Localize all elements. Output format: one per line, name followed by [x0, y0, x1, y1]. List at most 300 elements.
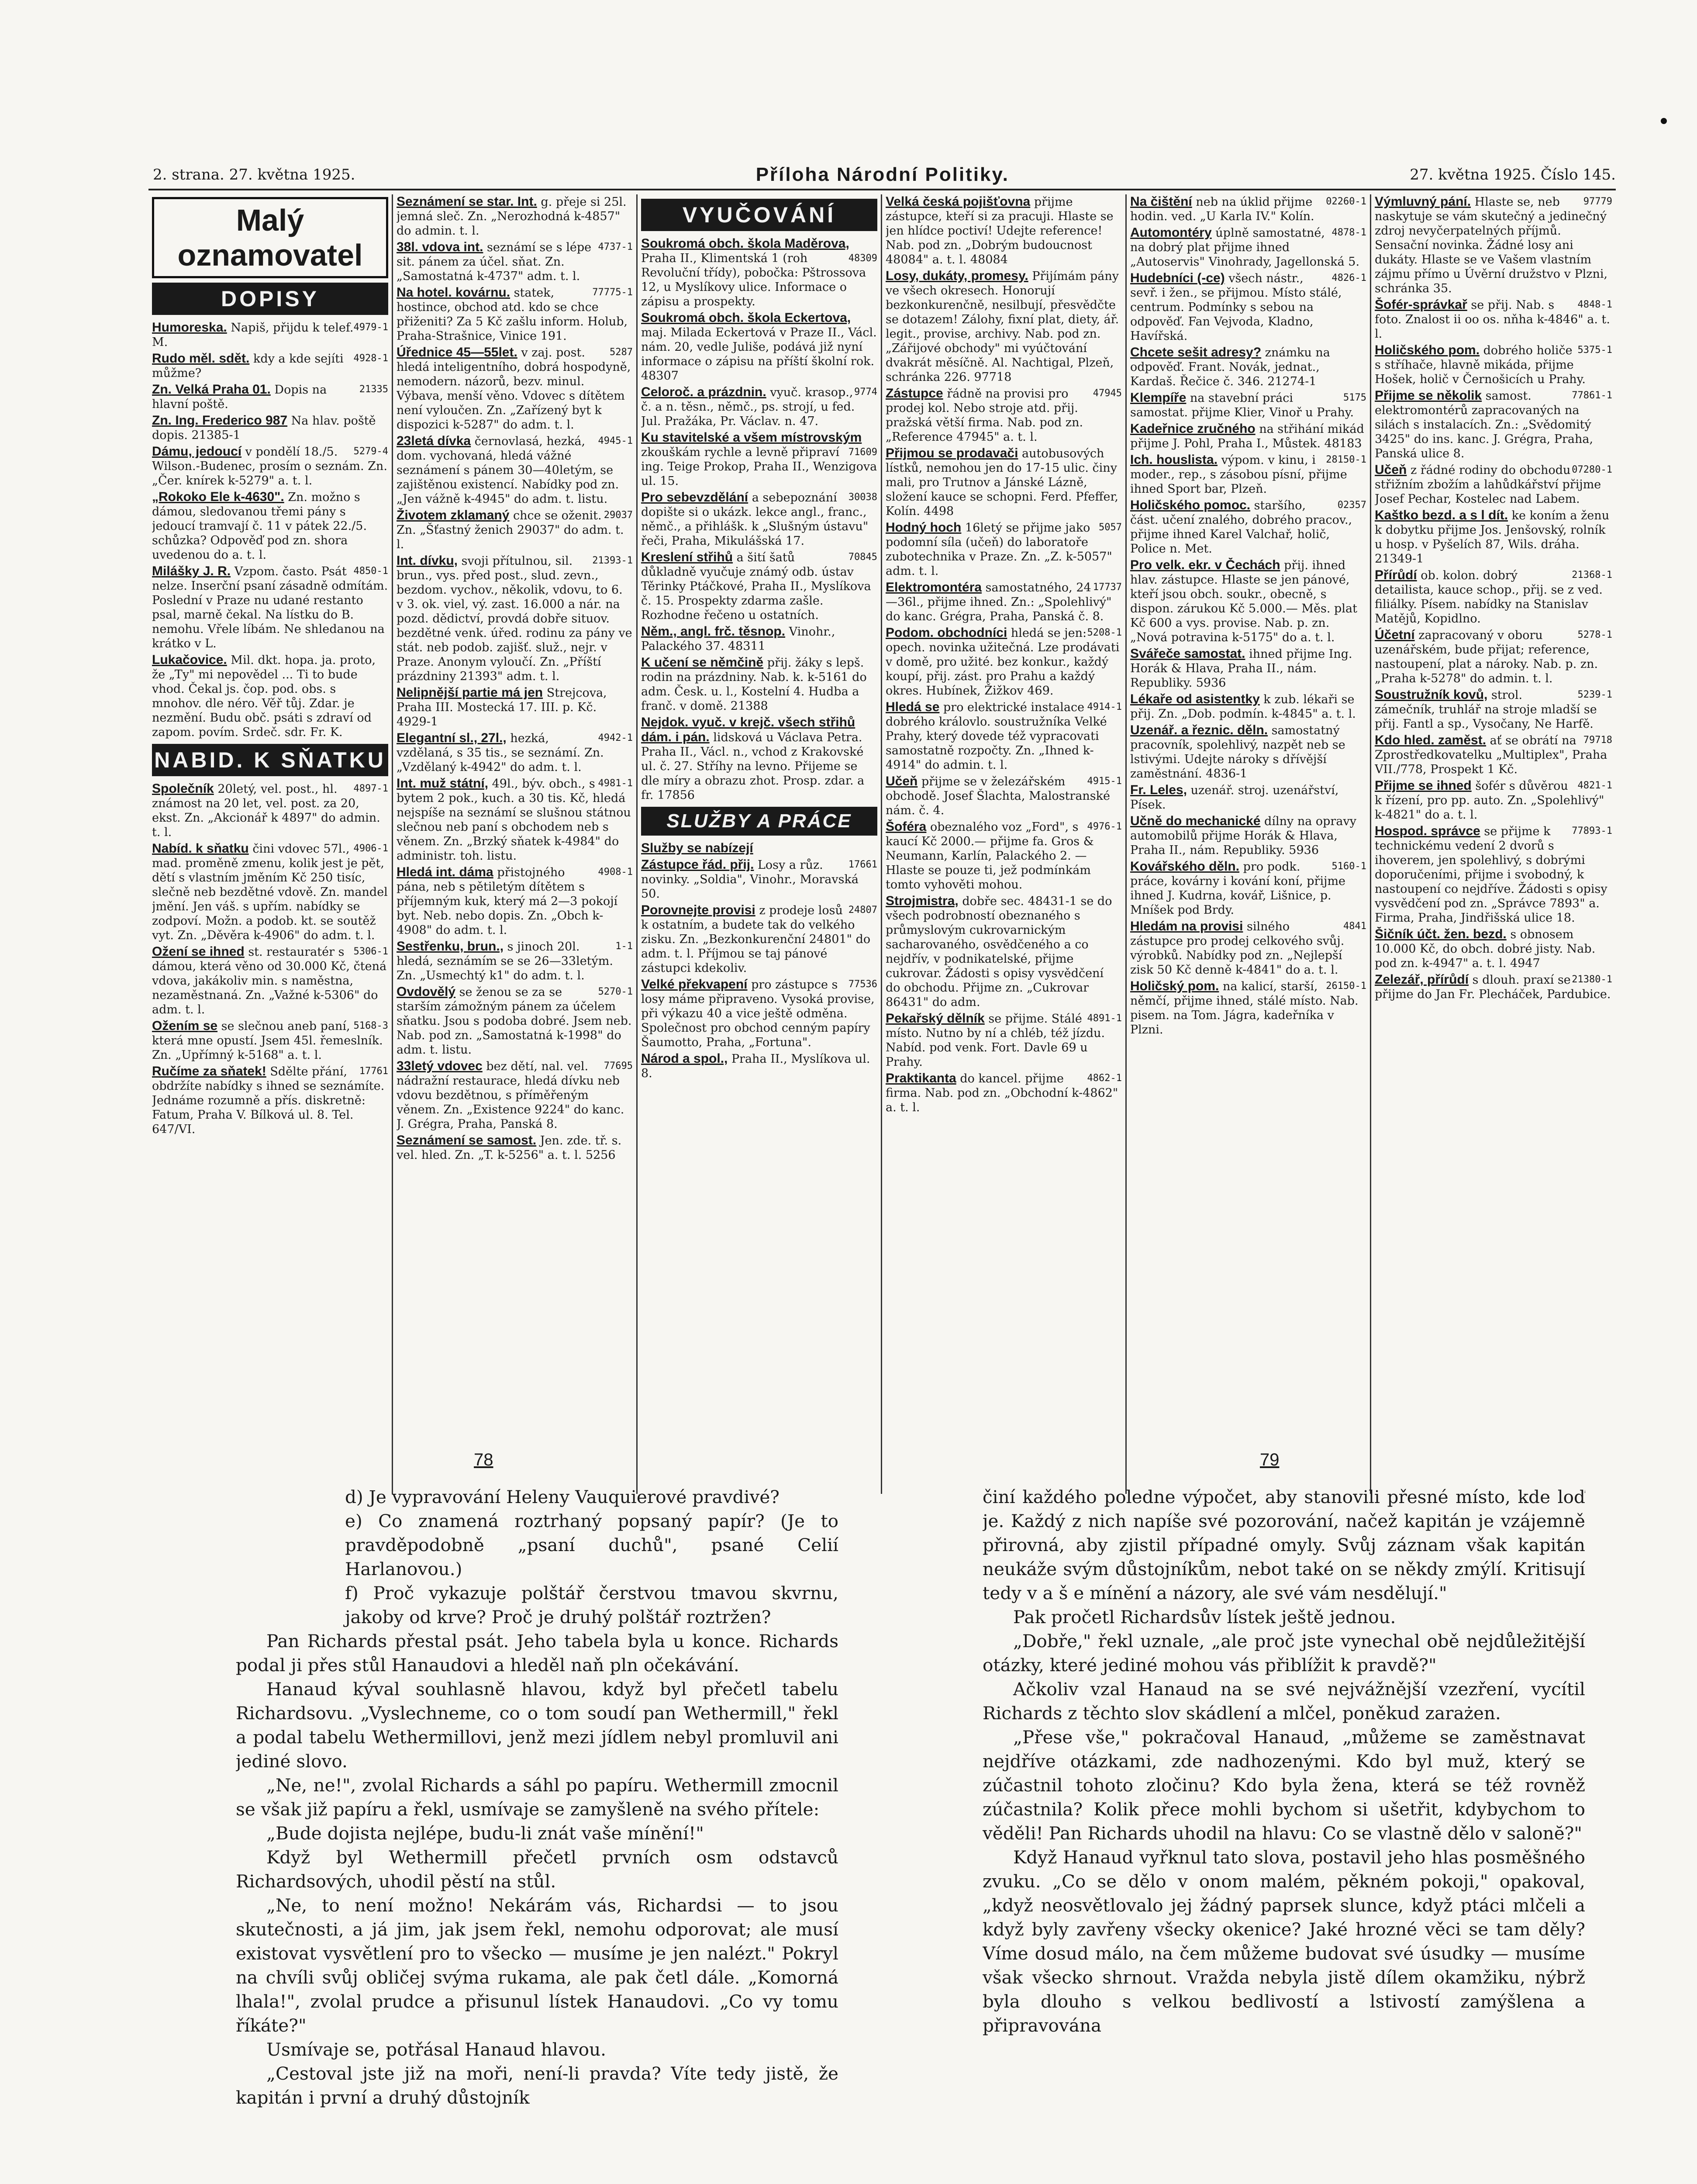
classified-ad — [886, 774, 1122, 818]
story-paragraph: Když Hanaud vyřknul tato slova, postavil jeho hlas posměšného zvuku. „Co se dělo v onom malém, pěkném pokoji," opakoval, „když neosvětlovalo jej žádný paprsek slunce, když ptáci mlčeli a když byly zavřeny všecky okenice? Jaké hrozné věci se tam děly? Víme dosud málo, na čem můžeme budovat své úsudky — musíme však všecko shrnout. Vražda nebyla jistě dílem okamžiku, nýbrž byla dlouho s velkou bedlivostí a lstivostí zamýšlena a připravována — [983, 1847, 1585, 2036]
ad-body: přijme zástupce, kteří si za pracuji. Hlaste se jen hlídce poctiví! Udejte reference! Nab. pod zn. „Dobrým budoucnost 48084" a. t. l. 48084 — [886, 195, 1114, 266]
ad-code: 4821-1 — [1577, 780, 1612, 791]
ad-heading: Fr. Leles, — [1130, 783, 1187, 797]
classified-ad — [1375, 778, 1612, 822]
ad-body: autobusových lístků, nemohou jen do 17-15 ulic. činy mali, pro Trutnov a Jánské Lázně, složení kauce se schopni. Ferd. Pfeffer, Kolín. 4498 — [886, 447, 1119, 518]
ad-body: ať se obrátí na Zprostředkovatelku „Multiplex", Praha VII./778, Prospekt 1 Kč. — [1375, 734, 1607, 776]
classified-ad — [1130, 453, 1366, 496]
ad-heading: Ku stavitelské a všem místrovským — [641, 430, 862, 445]
classified-ad — [1375, 388, 1612, 461]
ad-code: 4915-1 — [1087, 776, 1122, 787]
classified-ad — [152, 320, 388, 349]
ad-code: 21393-1 — [592, 555, 633, 566]
classified-ad — [1375, 463, 1612, 506]
ad-code: 24807 — [848, 905, 877, 916]
section-heading: VYUČOVÁNÍ — [641, 199, 877, 231]
classified-ad — [641, 715, 877, 802]
classified-ad — [1130, 646, 1366, 690]
ad-body: všech nástr., sevř. i žen., se přijmou. Místo stálé, centrum. Podmínky s sebou na odpověď. Fan Vejvoda, Kladno, Havířská. — [1130, 272, 1342, 343]
ad-code: 9774 — [854, 387, 877, 397]
ad-heading: Přírůdí — [1375, 568, 1417, 582]
ad-code: 4979-1 — [353, 322, 388, 333]
ad-heading: Hledá int. dáma — [397, 865, 493, 879]
ad-heading: 23letá dívka — [397, 434, 471, 448]
ad-heading: Pro velk. ekr. v Čechách — [1130, 558, 1280, 572]
ad-body: a šití šatů důkladně vyučuje známý odb. ústav Těrinky Ptáčkové, Praha II., Myslíkova č. 15. Prospekty zdarma zašle. Rozhodne řečeno u ostatních. — [641, 551, 871, 622]
classified-column-2 — [393, 194, 638, 1494]
classified-ad — [886, 1071, 1122, 1115]
classified-ad — [1130, 194, 1366, 224]
classified-ad — [397, 731, 633, 774]
ad-code: 4908-1 — [598, 867, 633, 878]
classified-ad — [1375, 194, 1612, 296]
ad-body: se slečnou aneb paní, která mne opustí. Jsem 45l. řemeslník. Zn. „Upřímný k-5168" a. t. l. — [152, 1019, 383, 1062]
ad-body: staršího, část. učení znalého, dobrého pracov., přijme ihned Karel Valchař, holič, Police n. Met. — [1130, 499, 1352, 556]
ad-heading: Elegantní sl., 27l., — [397, 731, 507, 745]
ad-code: 07280-1 — [1572, 464, 1612, 475]
story-paragraph: Pan Richards přestal psát. Jeho tabela byla u konce. Richards podal ji přes stůl Hanaudovi a hleděl naň pln očekávání. — [236, 1631, 838, 1676]
ad-heading: „Rokoko Ele k-4630". — [152, 490, 284, 504]
ad-heading: Služby se nabízejí — [641, 841, 753, 855]
ad-code: 5306-1 — [353, 946, 388, 957]
classified-ad — [152, 490, 388, 562]
story-paragraph: Usmívaje se, potřásal Hanaud hlavou. — [266, 2039, 607, 2060]
ad-heading: Kaštko bezd. a s l dít. — [1375, 508, 1508, 522]
ad-code: 79718 — [1583, 735, 1612, 746]
classified-ad — [641, 385, 877, 429]
ad-body: v pondělí 18./5. Wilson.-Budenec, prosím o seznám. Zn. „Čer. knírek k-5279" a. t. l. — [152, 445, 387, 487]
ad-heading: Uzenář. a řeznic. děln. — [1130, 723, 1268, 737]
ad-body: řádně na provisi pro prodej kol. Nebo stroje atd. přij. pražská větší firma. Nab. pod zn. „Reference 47945" a. t. l. — [886, 387, 1083, 444]
ad-code: 77536 — [848, 979, 877, 990]
ad-code: 02260-1 — [1326, 196, 1366, 207]
classified-ad — [152, 653, 388, 740]
classified-ad — [397, 865, 633, 937]
ad-heading: Chcete sešit adresy? — [1130, 345, 1262, 359]
ad-code: 4862-1 — [1087, 1073, 1122, 1084]
ad-body: ob. kolon. dobrý detailista, kauce schop., přij. se z ved. filiálky. Písem. nabídky na Stanislav Matějů, Kopidlno. — [1375, 569, 1603, 625]
ad-code: 4981-1 — [598, 778, 633, 789]
ad-body: ihned přijme Ing. Horák & Hlava, Praha II., nám. Republiky. 5936 — [1130, 647, 1352, 690]
story-paragraph: f) Proč vykazuje polštář čerstvou tmavou skvrnu, jakoby od krve? Proč je druhý polštář roztržen? — [345, 1583, 838, 1628]
ad-body: Zn. možno s dámou, sledovanou třemi pány s jedoucí tramvají č. 11 v pátek 22./5. schůzka? Odpověď pod zn. shora uvedenou do a. t. l. — [152, 491, 367, 562]
ad-body: statek, hostince, obchod atd. kdo se chce přiženiti? Za 5 Kč zašlu inform. Holub, Praha-Strašnice, Vinice 191. — [397, 286, 628, 343]
story-paragraph: „Bude dojista nejlépe, budu-li znát vaše mínění!" — [266, 1823, 704, 1844]
classified-ad — [886, 446, 1122, 518]
ad-body: výpom. v kinu, i moder., rep., s zásobou písní, přijme ihned Sport bar, Plzeň. — [1130, 453, 1347, 496]
classified-ad — [397, 508, 633, 552]
ad-body: svoji přítulnou, sil. brun., vys. před post., slud. zevn., bezdom. vychov., několik, vdovu, to 6. v 3. ok. viel, vý. zast. 16.000 a nár. na pozd. dědictví, provdá dobře situov. bezdětné venk. úřed. rodinu za pány ve stát. neb podob. zajišť. služ., nejr. v Praze. Anonym vyloučí. Zn. „Příští prázdniny 21393" adm. t. l. — [397, 554, 632, 683]
classified-ad — [152, 1019, 388, 1062]
classified-ad — [1130, 498, 1366, 556]
ad-body: úplně samostatné, na dobrý plat přijme ihned „Autoservis" Vinohrady, Jagellonská 5. — [1130, 226, 1360, 269]
page-number-left: 78 — [474, 1450, 493, 1469]
story-paragraph: činí každého poledne výpočet, aby stanovili přesné místo, kde loď je. Každý z nich napíše své pozorování, načež kapitán je vzájemně přirovná, aby zjistil případné omyly. Svůj záznam však kapitán neukáže svým důstojníkům, nebot také on se někdy zmýlí. Kritisují tedy v a š e mínění a názory, ale své vám nesdělují." — [983, 1486, 1585, 1603]
classified-ad — [1130, 859, 1366, 917]
ad-body: hledá se jen: opech. novinka užitečná. Lze prodávati v domě, pro užité. bez konkur., každý koupí, přij. zást. pro Prahu a každý okres. Hubínek, Žižkov 469. — [886, 626, 1120, 698]
classified-ad — [1130, 692, 1366, 721]
ad-body: zkouškám rychle a levně připraví ing. Teige Prokop, Praha II., Wenzigova ul. 15. — [641, 446, 877, 488]
ad-body: z řádné rodiny do obchodu střižním zbožím a lahůdkářství přijme Josef Pechar, Kostelec nad Labem. — [1375, 463, 1601, 506]
ad-heading: Hudebníci (-ce) — [1130, 271, 1225, 285]
classified-ad — [886, 625, 1122, 698]
ad-code: 4906-1 — [353, 843, 388, 854]
ad-heading: Seznámení se samost. — [397, 1133, 537, 1147]
ad-body: silného zástupce pro prodej celkového svůj. výrobků. Nabídky pod zn. „Nejlepší zisk 50 Kč denně k-4841" do a. t. l. — [1130, 920, 1345, 977]
ad-body: dílny na opravy automobilů přijme Horák & Hlava, Praha II., nám. Republiky. 5936 — [1130, 815, 1356, 857]
classified-ad — [1130, 919, 1366, 977]
ad-body: uzenář. stroj. uzenářství, Písek. — [1130, 784, 1339, 812]
ad-heading: Lukačovice. — [152, 653, 227, 667]
classified-ad — [641, 430, 877, 488]
ad-code: 29037 — [604, 510, 633, 521]
story-paragraph: Ačkoliv vzal Hanaud na se své nejvážnější vzezření, vycítil Richards z těchto slov skádlení a mlčel, poněkud zarażen. — [983, 1679, 1585, 1724]
ad-heading: Zn. Velká Praha 01. — [152, 382, 271, 397]
ad-body: se ženou se za se starším zámožným pánem za účelem sňatku. Jsou s podoba dobré. Jsem neb. Nab. pod zn. „Samostatná k-1998" do adm. t. listu. — [397, 985, 632, 1057]
ad-code: 17761 — [359, 1066, 388, 1077]
ad-code: 5270-1 — [598, 986, 633, 997]
classified-ad — [1130, 814, 1366, 857]
ad-code: 28150-1 — [1326, 454, 1366, 465]
ad-code: 1-1 — [615, 941, 633, 952]
ad-code: 4928-1 — [353, 353, 388, 364]
ad-code: 4848-1 — [1577, 299, 1612, 310]
ad-heading: Nabíd. k sňatku — [152, 841, 249, 856]
ad-heading: K učení se němčině — [641, 655, 764, 670]
classified-ad — [1375, 297, 1612, 341]
ad-body: bez dětí, nal. vel. nádražní restaurace, hledá dívku neb vdovu bezdětnou, s příměřeným věnem. Zn. „Existence 9224" do kanc. J. Grégra, Praha, Panská 8. — [397, 1060, 624, 1131]
ad-body: Sdělte přání, obdržíte nabídky s ihned se seznámíte. Jednáme rozumně a přís. diskretně: Fatum, Praha V. Bílková ul. 8. Tel. 647/VI. — [152, 1065, 385, 1136]
ad-code: 4826-1 — [1331, 273, 1366, 283]
classified-ad — [397, 553, 633, 684]
classified-ad — [641, 236, 877, 309]
ad-body: Praha II., Klimentská 1 (roh Revoluční třídy), pobočka: Pštrossova 12, u Myslíkovy ulice. Informace o zápisu a prospekty. — [641, 252, 866, 308]
ad-body: přij. žáky s lepš. rodin na prázdniny. Nab. k. k-5161 do adm. Česk. u. l., Kostelní 4. Hudba a franč. v domě. 21388 — [641, 656, 867, 713]
ad-heading: Učně do mechanické — [1130, 814, 1261, 828]
story-paragraph: Když byl Wethermill přečetl prvních osm odstavců Richardsových, uhodil pěstí na stůl. — [236, 1847, 838, 1892]
ad-body: samost. elektromontérů zapracovaných na silách s instalacích. Zn.: „Svědomitý 3425" do ins. kanc. J. Grégra, Praha, Panská ulice 8. — [1375, 389, 1594, 460]
classified-ad — [886, 1011, 1122, 1069]
classified-ad — [397, 776, 633, 863]
classified-column-1 — [148, 194, 393, 1494]
ad-body: k zub. lékaři se přij. Zn. „Dob. podmín. k-4845" a. t. l. — [1130, 693, 1356, 721]
ad-heading: Losy, dukáty, promesy. — [886, 269, 1028, 283]
ad-code: 4945-1 — [598, 435, 633, 446]
header-rule — [148, 189, 1616, 190]
ad-code: 5239-1 — [1577, 689, 1612, 700]
classified-ad — [1375, 343, 1612, 387]
ad-code: 71609 — [848, 447, 877, 458]
ad-body: Losy a růz. novinky. „Soldia", Vinohr., Moravská 50. — [641, 858, 859, 901]
ad-body: šofér s důvěrou k řízení, pro pp. auto. Zn. „Spolehlivý" k-4821" do a. t. l. — [1375, 779, 1604, 822]
classified-ad — [397, 434, 633, 506]
classified-ad — [152, 351, 388, 380]
ad-code: 48309 — [848, 253, 877, 264]
classified-ad — [397, 345, 633, 432]
ad-code: 4737-1 — [598, 242, 633, 252]
ad-heading: Soukromá obch. škola Eckertova, — [641, 311, 851, 325]
ad-body: g. přeje si 25l. jemná sleč. Zn. „Nerozhodná k-4857" do admin. t. l. — [397, 195, 627, 238]
ad-body: hezká, vzdělaná, s 35 tis., se seznámí. Zn. „Vzdělaný k-4942" do adm. t. l. — [397, 732, 604, 774]
ad-heading: Ovdovělý — [397, 985, 456, 999]
story-column-right — [983, 1485, 1585, 2184]
ad-heading: Soukromá obch. škola Maděrova, — [641, 236, 849, 251]
ad-heading: Hospod. správce — [1375, 824, 1480, 838]
ad-heading: Učeň — [886, 774, 918, 788]
ad-body: maj. Milada Eckertová v Praze II., Václ. nám. 20, vedle Juliše, podává již nyní informace o zápisu na příští školní rok. 48307 — [641, 326, 877, 383]
ad-code: 02357 — [1337, 500, 1366, 511]
classified-ad — [1130, 390, 1366, 420]
ad-body: dobrého holiče s stříhače, hlavně mikáda, přijme Hošek, holič v Černošicích u Prahy. — [1375, 344, 1586, 386]
ad-body: zapracovaný v oboru uzenářském, bude přijat; reference, nastoupení, plat a nároky. Nab. p. zn. „Praha k-5278" do admin. t. l. — [1375, 629, 1598, 685]
ad-code: 5375-1 — [1577, 345, 1612, 356]
story-paragraph: „Cestoval jste již na moři, není-li pravda? Víte tedy jistě, že kapitán i první a druhý důstojník — [236, 2063, 838, 2108]
ad-body: 20letý, vel. post., hl. známost na 20 let, vel. post. za 20, ekst. Zn. „Akcionář k 4897" do admin. t. l. — [152, 782, 380, 839]
classified-ad — [1375, 628, 1612, 686]
classified-ad — [1130, 723, 1366, 781]
ad-heading: Holičského pomoc. — [1130, 498, 1251, 512]
ad-heading: Ich. houslista. — [1130, 453, 1218, 467]
ad-heading: Svářeče samostat. — [1130, 646, 1245, 661]
ad-code: 5160-1 — [1331, 861, 1366, 872]
ink-dot — [1661, 118, 1667, 124]
ad-body: se přijme. Stálé místo. Nutno by ní a chléb, též jízdu. Nabíd. pod venk. Fort. Davle 69 u Prahy. — [886, 1012, 1105, 1069]
ad-body: pro elektrické instalace dobrého královlo. soustružníka Velké Prahy, který dovede též vypracovati samostatně rozpočty. Zn. „Ihned k-4914" do admin. t. l. — [886, 701, 1107, 772]
ad-heading: Hledám na provisi — [1130, 919, 1243, 933]
classified-column-4 — [882, 194, 1127, 1494]
ad-heading: Přijme se ihned — [1375, 778, 1472, 793]
ad-code: 4850-1 — [353, 566, 388, 577]
classified-ad — [152, 781, 388, 840]
ad-body: vyuč. krasop., č. a n. těsn., němč., ps. strojí, u fed. Jul. Pražáka, Pr. Václav. n. 47. — [641, 386, 855, 428]
classified-ad — [397, 285, 633, 343]
ad-code: 5208-1 — [1087, 627, 1122, 638]
section-heading: SLUŽBY A PRÁCE — [641, 807, 877, 836]
ad-body: 16letý se přijme jako podomní síla (učeň) do laboratoře zubotechnika v Praze. Zn. „Z. k-5057" adm. t. l. — [886, 521, 1112, 578]
ad-heading: Kdo hled. zaměst. — [1375, 733, 1487, 747]
ad-heading: Milášky J. R. — [152, 564, 231, 578]
ad-code: 77861-1 — [1572, 390, 1612, 401]
classified-ad — [1130, 558, 1366, 645]
ad-heading: Klempíře — [1130, 390, 1187, 405]
ad-body: přistojného pána, neb s pětiletým dítětem s příjemným kuk, který má 2—3 pokojí byt. Neb. nebo dopis. Zn. „Obch k-4908" do adm. t. l. — [397, 866, 618, 937]
ad-code: 5175 — [1343, 392, 1366, 403]
ad-heading: 33letý vdovec — [397, 1059, 483, 1073]
ad-heading: Na čištění — [1130, 194, 1192, 209]
ad-code: 4891-1 — [1087, 1013, 1122, 1024]
ad-heading: Na hotel. kovárnu. — [397, 285, 510, 300]
ad-heading: Podom. obchodníci — [886, 625, 1007, 640]
ad-heading: Zn. Ing. Frederico 987 — [152, 413, 288, 428]
ad-heading: Hledá se — [886, 700, 940, 714]
ad-body: černovlasá, hezká, dom. vychovaná, hledá vážné seznámení s pánem 30—40letým, se zajištěnou existencí. Nabídky pod zn. „Jen vážně k-4945" do adm. t. listu. — [397, 435, 619, 506]
classified-ad — [1375, 824, 1612, 925]
ad-code: 5279-4 — [353, 446, 388, 457]
ad-heading: Životem zklamaný — [397, 508, 510, 522]
ad-body: Strejcova, Praha III. Mostecká 17. III. p. Kč. 4929-1 — [397, 686, 607, 729]
ad-body: přij. ihned hlav. zástupce. Hlaste se jen pánové, kteří jsou obch. soukr., obecně, s dispon. zárukou Kč 5.000.— Měs. plat Kč 600 a vys. provise. Nab. p. zn. „Nová potravina k-5175" do a. t. l. — [1130, 559, 1357, 644]
ad-code: 5278-1 — [1577, 629, 1612, 640]
ad-body: známku na odpověď. Frant. Novák, jednat., Kardaš. Řečice č. 346. 21274-1 — [1130, 346, 1330, 388]
ad-body: samostatný pracovník, spolehlivý, nazpět neb se lstivými. Udejte nároky s dřívější zaměstnání. 4836-1 — [1130, 724, 1345, 781]
classified-ad — [886, 700, 1122, 772]
classified-ad — [641, 655, 877, 713]
ad-body: Napiš, přijdu k telef. M. — [152, 321, 354, 349]
ad-code: 97779 — [1583, 196, 1612, 207]
ad-heading: 38l. vdova int. — [397, 240, 483, 254]
ad-heading: Elektromontéra — [886, 580, 982, 594]
page-header — [153, 162, 1616, 188]
ad-code: 4897-1 — [353, 783, 388, 794]
classified-ad — [886, 894, 1122, 1009]
ad-body: st. restauratér s dámou, která věno od 30.000 Kč, čtená vdova, jakákoliv min. s naměstna, nezaměstnaná. Zn. „Važné k-5306" do adm. t. l. — [152, 945, 387, 1016]
ad-body: obeznalého voz „Ford", s kaucí Kč 2000.— přijme fa. Gros & Neumann, Karlín, Palackého 2. — Hlaste se pouze ti, jež podmínkám tomto vyhověti mohou. — [886, 820, 1094, 892]
ad-heading: Výmluvný pání. — [1375, 194, 1471, 209]
classified-ad — [1130, 422, 1366, 451]
classified-ad — [152, 382, 388, 411]
ad-heading: Humoreska. — [152, 320, 227, 335]
classified-ad — [1130, 271, 1366, 343]
ad-code: 4841 — [1343, 921, 1366, 932]
ad-heading: Šofér-správkař — [1375, 297, 1467, 312]
ad-code: 26150-1 — [1326, 981, 1366, 992]
ad-heading: Soustružník kovů, — [1375, 688, 1488, 702]
ad-heading: Seznámení se star. Int. — [397, 194, 537, 209]
classified-ad — [641, 977, 877, 1050]
classified-ad — [886, 580, 1122, 624]
ad-body: s obnosem 10.000 Kč, do obch. dobré jisty. Nab. pod zn. k-4947" a. t. l. 4947 — [1375, 928, 1596, 970]
classified-ad — [152, 444, 388, 488]
classified-ad — [641, 311, 877, 383]
header-title: Příloha Národní Politiky. — [755, 164, 1009, 185]
ad-body: přijme se v železářském obchodě. Josef Šlachta, Malostranské nám. č. 4. — [886, 775, 1111, 817]
ad-heading: Nejdok. vyuč. v krejč. všech střihů dám. i pán. — [641, 715, 855, 744]
ad-body: s jinoch 20l. hledá, seznámím se se 26—33letým. Zn. „Usmechtý k1" do adm. t. l. — [397, 940, 613, 982]
ad-body: neb na úklid přijme hodin. ved. „U Karla IV." Kolín. — [1130, 195, 1314, 223]
classified-ad — [1375, 568, 1612, 626]
story-paragraph: d) Je vypravování Heleny Vauquierové pravdivé? — [345, 1486, 780, 1507]
ad-body: se přij. Nab. s foto. Znalost ii oo os. nňha k-4846" a. t. l. — [1375, 298, 1610, 341]
ad-code: 70845 — [848, 552, 877, 563]
ad-heading: Dámu, jedoucí — [152, 444, 242, 459]
ad-heading: Velká česká pojišťovna — [886, 194, 1031, 209]
classified-ad — [1375, 972, 1612, 1002]
classified-ad — [152, 413, 388, 442]
classified-ad — [886, 194, 1122, 267]
story-paragraph: „Přese vše," pokračoval Hanaud, „můžeme se zaměstnavat nejdříve otázkami, zde nadhozenými. Kdo byl muž, který se zúčastnil tohoto zločinu? Kdo byla žena, která se též rovněž zúčastnila? Kolik přece mohli bychom si ušetřit, kdybychom to věděli! Pan Richards uhodil na hlavu: Co se vlastně dělo v salonĕ?" — [983, 1727, 1585, 1844]
ad-body: strol. zámečník, truhlář na stroje mladší se přij. Fantl a sp., Vysočany, Ne Harfě. — [1375, 688, 1597, 731]
classified-ad — [1375, 688, 1612, 731]
ad-code: 4914-1 — [1087, 702, 1122, 712]
ad-heading: Sestřenku, brun., — [397, 939, 504, 954]
ad-body: dobře sec. 48431-1 se do všech podrobností obeznaného s průmyslovým cukrovarnickým sacharovaného, osvědčeného a co nejdřív, v podnikatelské, přijme cukrovar. Žádosti s opisy vysvědčení do obchodu. Přijme zn. „Cukrovar 86431" do adm. — [886, 895, 1112, 1009]
ad-heading: Učeň — [1375, 463, 1407, 477]
classified-ad — [641, 841, 877, 856]
ad-heading: Holičský pom. — [1130, 979, 1219, 993]
ad-heading: Velké překvapení — [641, 977, 748, 992]
ad-body: kdy a kde sejíti můžme? — [152, 352, 344, 380]
ad-body: na střihání mikád přijme J. Pohl, Praha I., Můstek. 48183 — [1130, 422, 1364, 450]
ad-body: a sebepoznání dopište si o ukázk. lekce angl., franc., němč., a přihlášk. k „Slušným ústavu" řeči, Praha, Mikulášská 17. — [641, 491, 869, 548]
ad-heading: Šoféra — [886, 819, 927, 834]
ad-code: 17737 — [1093, 582, 1122, 593]
ad-heading: Praktikanta — [886, 1071, 956, 1085]
story-paragraph: e) Co znamená roztrhaný popsaný papír? (Je to pravděpodobně „psaní duchů", psané Celií Harlanovou.) — [345, 1510, 838, 1579]
story-column-left — [236, 1485, 838, 2184]
classified-ad — [641, 550, 877, 622]
classified-column-3 — [638, 194, 882, 1494]
ad-body: pro podk. práce, kovárny i kování koní, přijme ihned J. Kudrna, kovář, Lišnice, p. Mníšek pod Brdy. — [1130, 860, 1346, 917]
classified-ad — [1130, 345, 1366, 389]
ad-heading: Zástupce řád. přij. — [641, 857, 754, 872]
ad-heading: Strojmistra, — [886, 894, 959, 908]
ad-heading: Porovnejte provisi — [641, 903, 755, 917]
ad-code: 47945 — [1093, 388, 1122, 399]
classified-ad — [1130, 979, 1366, 1037]
classified-ad — [1130, 225, 1366, 269]
classified-ad — [152, 1064, 388, 1137]
ad-heading: Účetní — [1375, 628, 1415, 642]
ad-heading: Nelipnější partie má jen — [397, 685, 543, 700]
classified-ad — [641, 1051, 877, 1081]
story-paragraph: „Dobře," řekl uznale, „ale proč jste vynechal obě nejdůležitější otázky, které jediné mohou vás přiblížit k pravdě?" — [983, 1631, 1585, 1676]
ad-heading: Šičník účt. žen. bezd. — [1375, 927, 1507, 941]
ad-heading: Něm., angl. frč. těsnop. — [641, 624, 786, 639]
ad-code: 77893-1 — [1572, 826, 1612, 836]
classified-ad — [886, 386, 1122, 444]
ad-body: Přijímám pány ve všech okresech. Honorují bezkonkurenčně, nesilbují, přesvědčte se dotazem! Zálohy, fixní plat, diety, ář. legit., provise, archivy. Nab. pod zn. „Zářijové obchody" mi vyúčtování dvakrát měsíčně. Al. Nachtigal, Plzeň, schránka 226. 97718 — [886, 270, 1119, 384]
ad-body: Hlaste se, neb naskytuje se vám skutečný a jedinečný zdroj nevyčerpatelných příjmů. Sensační novinka. Žádné losy ani dukáty. Hlaste se ve Vašem vlastním zájmu přímo u Úvěrní družstvo v Plzni, schránka 35. — [1375, 195, 1608, 295]
classified-ad — [397, 194, 633, 238]
classified-ad — [1375, 508, 1612, 566]
classified-ad — [152, 944, 388, 1017]
classified-ad — [152, 841, 388, 943]
ad-heading: Int. muž státní, — [397, 776, 488, 791]
classified-column-6 — [1371, 194, 1616, 1494]
classified-ad — [397, 1059, 633, 1131]
ad-code: 5287 — [610, 347, 633, 358]
ad-heading: Int. dívku, — [397, 553, 458, 568]
ad-code: 4878-1 — [1331, 227, 1366, 238]
ad-body: ke koním a ženu k dobytku přijme Jos. Jenšovský, rolník u hosp. v Pyšelích 87, Wils. dráha. 21349-1 — [1375, 509, 1610, 566]
classified-column-5 — [1127, 194, 1371, 1494]
ad-heading: Lékaře od asistentky — [1130, 692, 1260, 706]
ad-code: 5057 — [1099, 522, 1122, 533]
ad-heading: Rudo měl. sdět. — [152, 351, 250, 366]
classified-ad — [641, 490, 877, 548]
ad-heading: Kadeřnice zručného — [1130, 422, 1256, 436]
ad-body: 49l., býv. obch., s bytem 2 pok., kuch. a 30 tis. Kč, hledá nejspíše na seznámí se slušnou státnou slečnou neb paní s obchodem neb s věnem. Zn. „Brzký sňatek k-4984" do administr. toh. listu. — [397, 777, 631, 863]
ad-code: 21368-1 — [1572, 570, 1612, 581]
ad-body: Na hlav. poště dopis. 21385-1 — [152, 414, 376, 442]
ad-heading: Ožení se ihned — [152, 944, 245, 959]
ad-heading: Zástupce — [886, 386, 943, 401]
ad-heading: Úřednice 45—55let. — [397, 345, 517, 359]
ad-body: čini vdovec 57l., mad. proměně zmenu, kolik jest je pět, dětí s vlastním jměním Kč 250 tisíc, slečně neb bezdětné vdově. Zn. mandel jmění. Jen váš. s upřím. nabídky se zodpoví. Možn. a podob. kt. se soutěž vyt. Zn. „Děvěra k-4906" do adm. t. l. — [152, 842, 388, 942]
classified-ad — [641, 903, 877, 975]
ad-body: chce se oženit. Zn. „Šťastný ženich 29037" do adm. t. l. — [397, 509, 624, 551]
ad-body: Vzpom. často. Psát nelze. Inserční psaní zásadně odmítám. Poslední v Praze nu udané restanto psal, marně čekal. Na lístku do B. nemohu. Vřele líbám. Ne shledanou na krátko v L. — [152, 565, 388, 650]
ad-body: do kancel. přijme firma. Nab. pod zn. „Obchodní k-4862" a. t. l. — [886, 1072, 1118, 1114]
ad-heading: Pro sebevzdělání — [641, 490, 748, 505]
story-paragraph: Pak pročetl Richardsův lístek ještě jednou. — [1013, 1607, 1396, 1628]
classified-ad — [397, 985, 633, 1057]
ad-body: samostatného, 24—36l., přijme ihned. Zn.: „Spolehlivý" do kanc. Grégra, Praha, Panská č. 8. — [886, 581, 1112, 623]
ad-body: se přijme k technickému vedení 2 dvorů s ihoverem, jen spolehlivý, s dobrými doporučeními, přijme i svobodný, k nastoupení co nejdříve. Žádosti s opisy vysvědčení pod zn. „Správce 7893" a. Firma, Praha, Jindřišská ulice 18. — [1375, 825, 1607, 925]
ad-heading: Národ a spol., — [641, 1051, 728, 1066]
ad-code: 5168-3 — [353, 1020, 388, 1031]
ad-code: 21380-1 — [1572, 974, 1612, 985]
